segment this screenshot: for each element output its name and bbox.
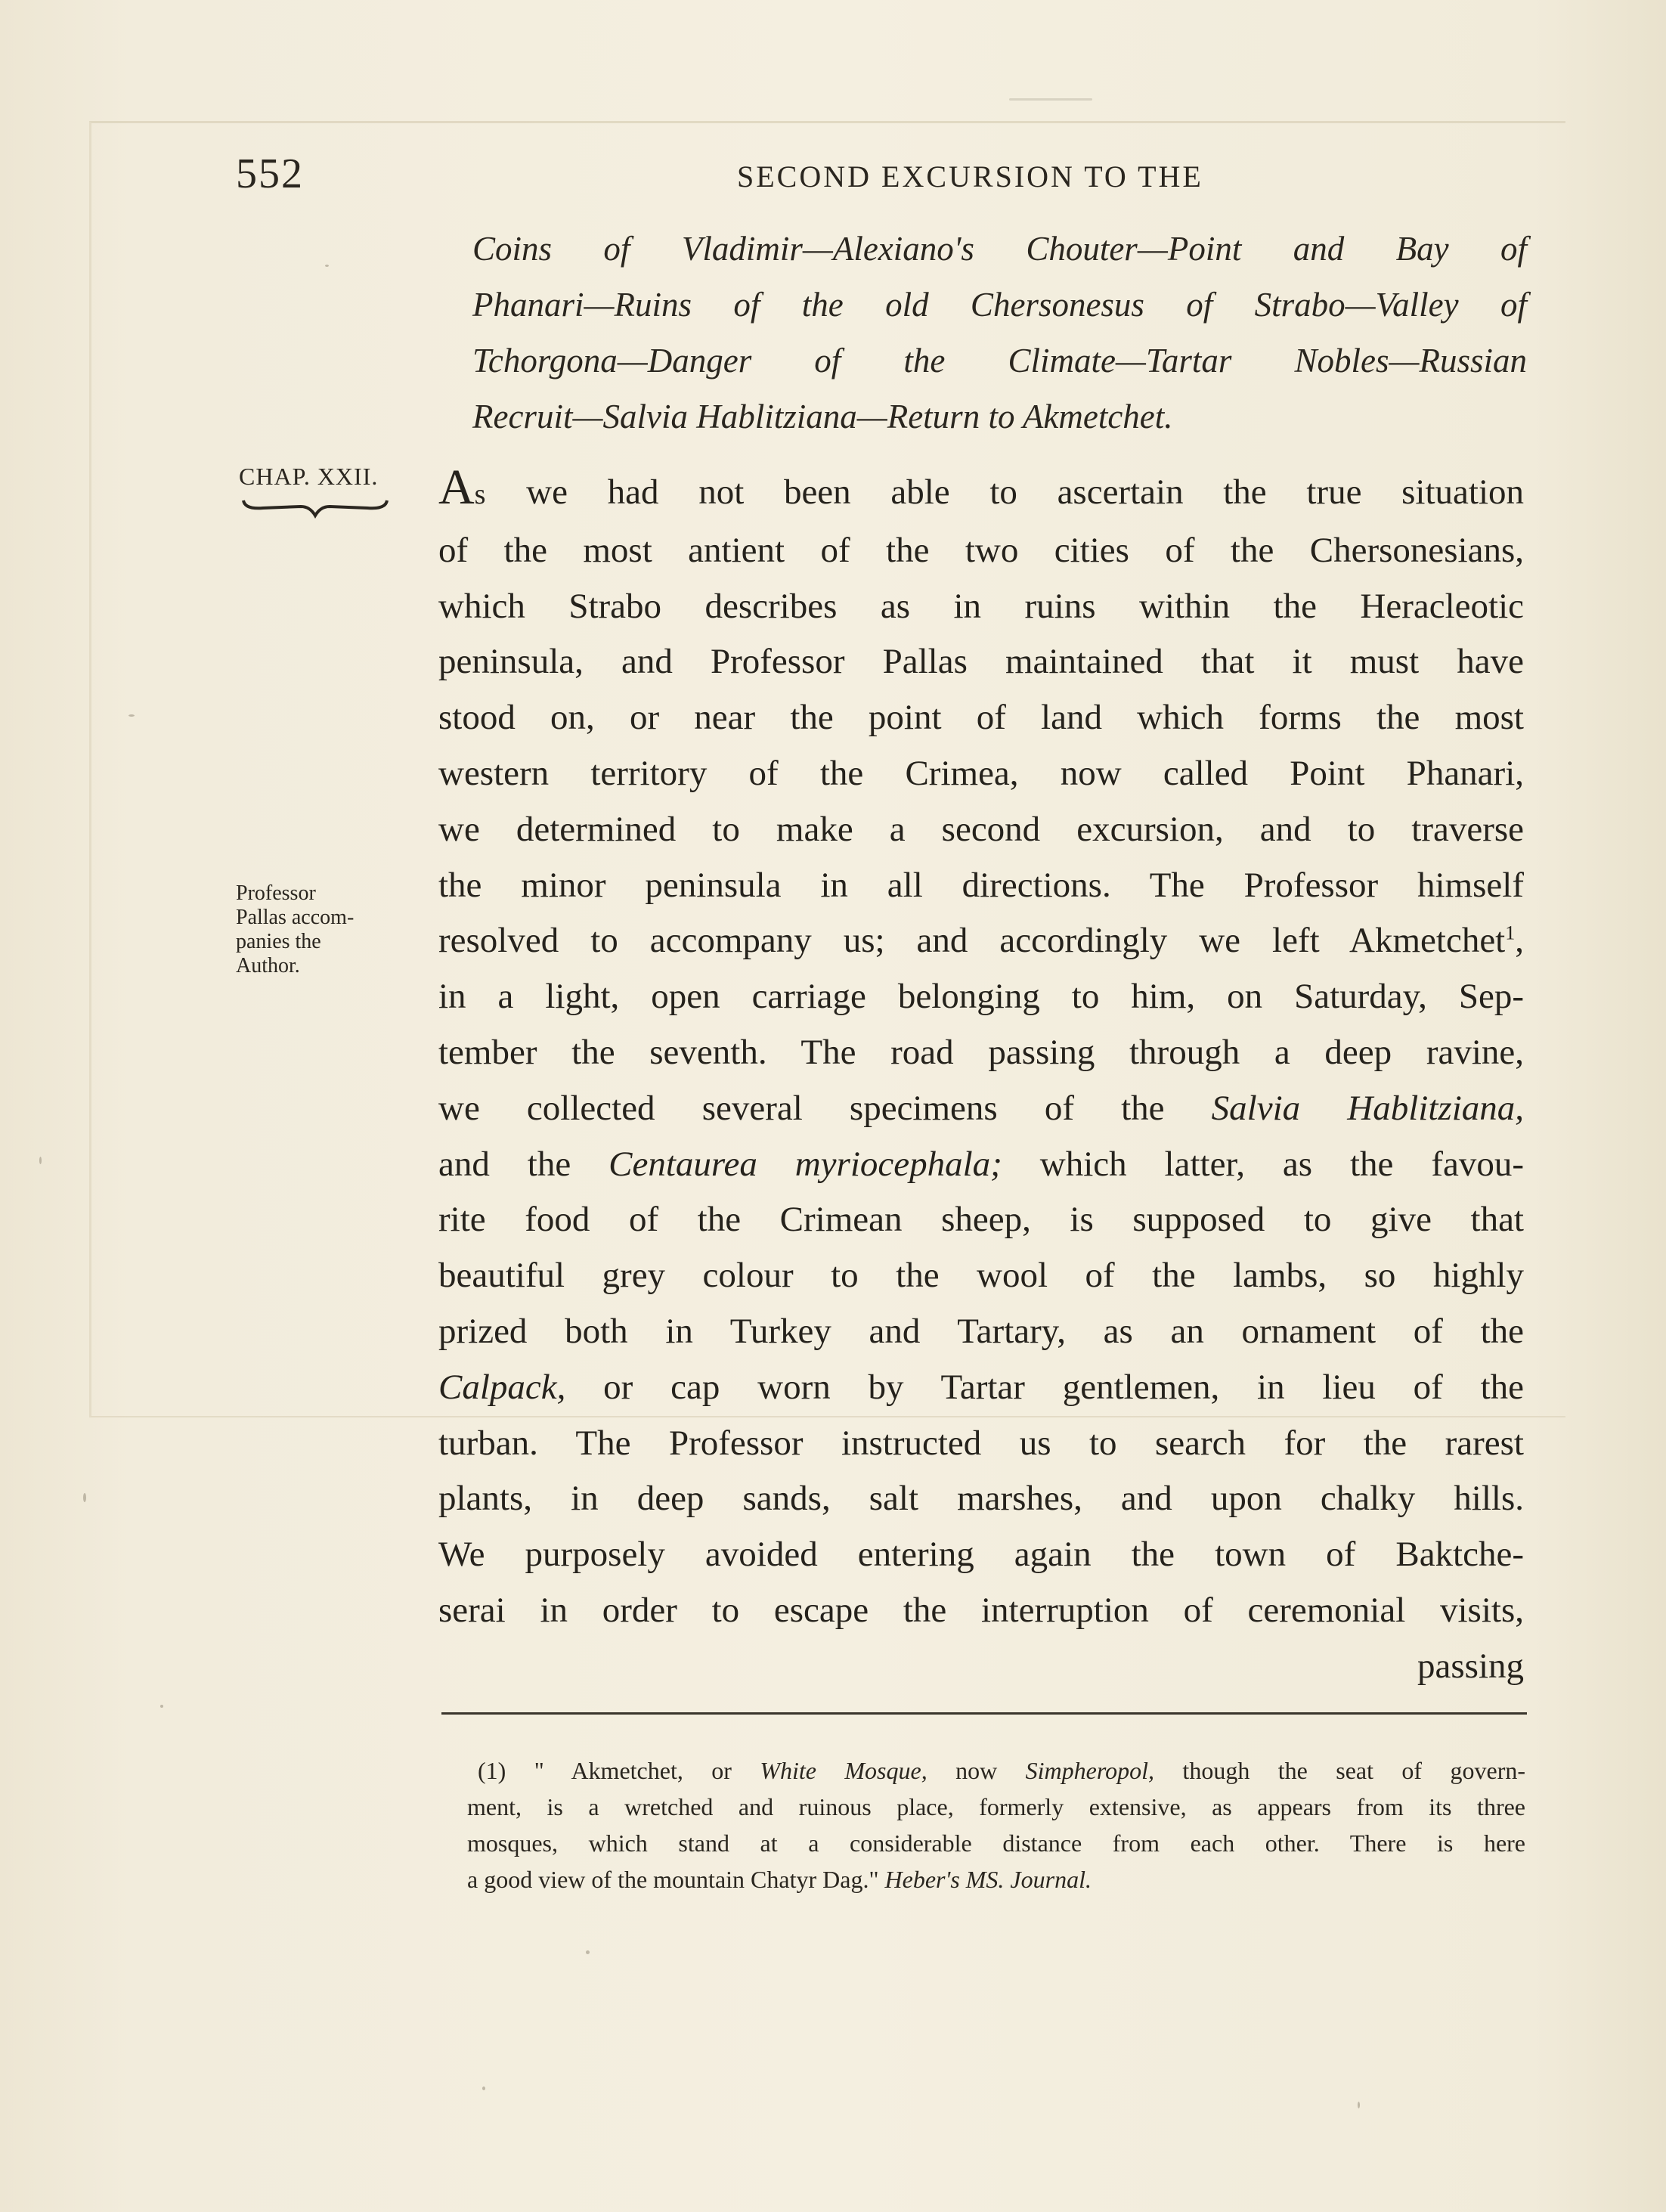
- footnote-marker: (1): [478, 1757, 506, 1784]
- footnote-line: mosques, which stand at a considerable distance from each other. There is here: [467, 1829, 1525, 1857]
- footnote-line: ment, is a wretched and ruinous place, formerly extensive, as appears from its three: [467, 1793, 1525, 1820]
- footnote-source: Heber's MS. Journal.: [884, 1866, 1092, 1893]
- body-line: resolved to accompany us; and accordingly we left Akmetchet$^1$,: [438, 921, 1524, 961]
- side-note-line: Professor: [236, 881, 316, 905]
- body-line: in a light, open carriage belonging to him, on Saturday, Sep-: [438, 977, 1524, 1017]
- paper-speck: [129, 714, 135, 717]
- body-line: we determined to make a second excursion, and to traverse: [438, 809, 1524, 849]
- side-note-line: Pallas accom-: [236, 906, 355, 929]
- summary-line: Tchorgona—Danger of the Climate—Tartar Nobles—Russian: [472, 342, 1527, 380]
- body-line: we collected several specimens of the Salvia Hablitziana,: [438, 1088, 1524, 1128]
- footnote-line: a good view of the mountain Chatyr Dag." Heber's MS. Journal.: [467, 1866, 1092, 1893]
- body-line: rite food of the Crimean sheep, is supposed to give that: [438, 1200, 1524, 1240]
- paper-speck: [160, 1705, 163, 1708]
- paper-speck: [586, 1950, 590, 1954]
- paper-speck: [39, 1157, 42, 1164]
- summary-line: Coins of Vladimir—Alexiano's Chouter—Point and Bay of: [472, 230, 1527, 268]
- body-line: tember the seventh. The road passing through a deep ravine,: [438, 1032, 1524, 1072]
- body-line: of the most antient of the two cities of the Chersonesians,: [438, 530, 1524, 570]
- species-name: Centaurea myriocephala;: [608, 1144, 1002, 1184]
- chapter-label: CHAP. XXII.: [239, 463, 379, 490]
- footnote: [467, 1752, 1525, 1898]
- small-caps: s: [474, 479, 487, 510]
- side-note-line: panies the: [236, 930, 321, 953]
- page-number: 552: [236, 150, 304, 197]
- body-line: serai in order to escape the interruption of ceremonial visits,: [438, 1590, 1524, 1630]
- paper-speck: [482, 2087, 485, 2090]
- paper-speck: [325, 265, 329, 267]
- body-line: which Strabo describes as in ruins within the Heracleotic: [438, 586, 1524, 626]
- footnote-line: (1) " Akmetchet, or White Mosque, now Simpheropol, though the seat of govern-: [478, 1757, 1526, 1784]
- drop-cap: A: [438, 460, 475, 515]
- body-line: beautiful grey colour to the wool of the lambs, so highly: [438, 1256, 1524, 1296]
- paper-speck: [83, 1493, 86, 1502]
- body-line: plants, in deep sands, salt marshes, and upon chalky hills.: [438, 1479, 1524, 1519]
- footnote-reference: 1: [1505, 922, 1516, 944]
- chapter-summary: [472, 221, 1527, 445]
- body-line: and the Centaurea myriocephala; which latter, as the favou-: [438, 1144, 1524, 1184]
- body-line: peninsula, and Professor Pallas maintained that it must have: [438, 642, 1524, 682]
- side-note-line: Author.: [236, 954, 300, 977]
- footnote-rule: [441, 1712, 1527, 1715]
- body-line: prized both in Turkey and Tartary, as an ornament of the: [438, 1311, 1524, 1351]
- body-line: We purposely avoided entering again the town of Baktche-: [438, 1535, 1524, 1575]
- body-line: western territory of the Crimea, now called Point Phanari,: [438, 753, 1524, 793]
- term: Calpack,: [438, 1367, 566, 1407]
- brace-ornament-icon: [240, 496, 390, 519]
- body-line: the minor peninsula in all directions. The Professor himself: [438, 865, 1524, 905]
- body-line: turban. The Professor instructed us to search for the rarest: [438, 1423, 1524, 1463]
- species-name: Salvia Hablitziana,: [1211, 1088, 1524, 1128]
- running-title: SECOND EXCURSION TO THE: [737, 160, 1203, 194]
- catchword: passing: [1417, 1646, 1524, 1686]
- body-line: stood on, or near the point of land which forms the most: [438, 698, 1524, 738]
- margin-side-note: [236, 881, 410, 978]
- paper-speck: [1358, 2102, 1360, 2108]
- summary-line: Recruit—Salvia Hablitziana—Return to Akmetchet.: [472, 398, 1173, 435]
- paper-speck: [1009, 98, 1092, 101]
- body-text: [438, 460, 1524, 1695]
- body-line: Calpack, or cap worn by Tartar gentlemen, in lieu of the: [438, 1367, 1524, 1407]
- summary-line: Phanari—Ruins of the old Chersonesus of Strabo—Valley of: [472, 286, 1527, 324]
- body-line: As we had not been able to ascertain the true situation: [438, 460, 1524, 515]
